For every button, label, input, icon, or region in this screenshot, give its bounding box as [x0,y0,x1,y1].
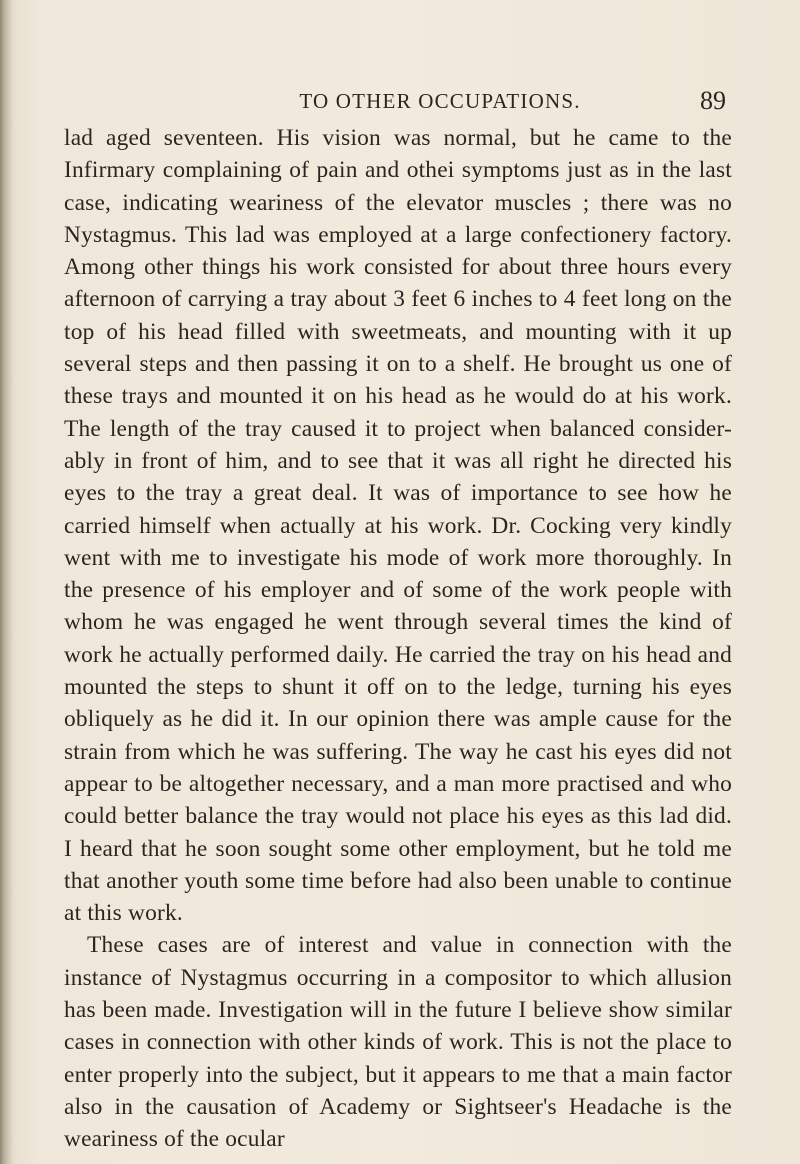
page-binding-edge [0,0,14,1164]
paragraph: These cases are of interest and value in connection with the instance of Nystagmus occurring in a compositor to which allusion has been made. Investigation will in the future I believe show similar cases in connection with other kinds of work. This is not the place to enter properly into the subject, but it appears to me that a main factor also in the causation of Academy or Sightseer's Headache is the weariness of the ocular [64,932,732,1153]
running-head: TO OTHER OCCUPATIONS. [299,89,581,113]
page-number: 89 [700,86,726,115]
page-header [40,86,760,116]
paragraph-continued: lad aged seventeen. His vision was normal, but he came to the Infirmary complaining of pain and othei symptoms just as in the last case, indicating weariness of the elevator muscles ; there was no Nystagmus. This lad was employed at a large confectionery factory. Among other things his work consisted for about three hours every afternoon of carrying a tray about 3 feet 6 inches to 4 feet long on the top of his head filled with sweetmeats, and mounting with it up several steps and then passing it on to a shelf. He brought us one of these trays and mounted it on his head as he would do at his work. The length of the tray caused it to project when balanced consider-ably in front of him, and to see that it was all right he directed his eyes to the tray a great deal. It was of importance to see how he carried himself when actually at his work. Dr. Cocking very kindly went with me to investigate his mode of work more thoroughly. In the presence of his employer and of some of the work people with whom he was engaged he went through several times the kind of work he actually performed daily. He carried the tray on his head and mounted the steps to shunt it off on to the ledge, turning his eyes obliquely as he did it. In our opinion there was ample cause for the strain from which he was suffering. The way he cast his eyes did not appear to be altogether necessary, and a man more practised and who could better balance the tray would not place his eyes as this lad did. I heard that he soon sought some other employment, but he told me that another youth some time before had also been unable to continue at this work. [64,125,732,927]
body-text [64,122,732,1156]
